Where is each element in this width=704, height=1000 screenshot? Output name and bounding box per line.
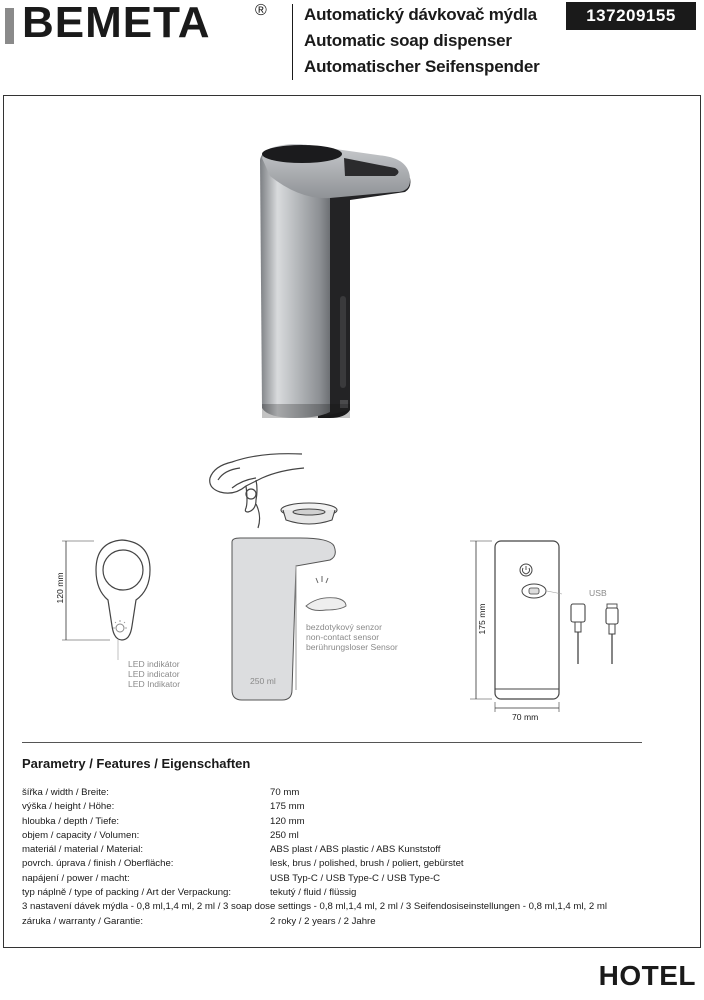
product-photo (260, 144, 410, 418)
feature-key: materiál / material / Material: (22, 844, 144, 856)
feature-value: 70 mm (270, 787, 300, 798)
led-label-cz: LED indikátor (128, 659, 180, 669)
feature-value: 250 ml (270, 829, 299, 841)
features-table (22, 786, 682, 929)
feature-row (22, 857, 682, 871)
feature-value: 120 mm (270, 815, 305, 827)
feature-key: šířka / width / Breite: (22, 787, 109, 798)
title-de: Automatischer Seifenspender (304, 57, 540, 76)
feature-row (22, 829, 682, 843)
feature-value: 175 mm (270, 801, 305, 813)
feature-value: tekutý / fluid / flüssig (270, 887, 357, 899)
feature-key: napájení / power / macht: (22, 872, 130, 884)
title-en: Automatic soap dispenser (304, 31, 512, 50)
feature-row (22, 843, 682, 857)
usb-label: USB (589, 588, 607, 598)
feature-row (22, 900, 682, 914)
width-dimension: 70 mm (512, 712, 539, 722)
feature-key: povrch. úprava / finish / Oberfläche: (22, 858, 174, 870)
led-label-en: LED indicator (128, 669, 180, 679)
sensor-label (306, 622, 398, 652)
feature-key: objem / capacity / Volumen: (22, 829, 140, 841)
capacity-label: 250 ml (250, 676, 276, 686)
feature-value: USB Typ-C / USB Type-C / USB Type-C (270, 872, 441, 884)
back-view-drawing (470, 541, 618, 712)
feature-key: 3 nastavení dávek mýdla - 0,8 ml,1,4 ml, 2 ml / 3 soap dose settings - 0,8 ml,1,4 ml, 2 ml / 3 Seifendosiseinstellungen - 0,8 ml,1,4 ml, 2 ml (22, 901, 607, 913)
led-label-de: LED Indikator (128, 679, 181, 689)
sensor-label-cz: bezdotykový senzor (306, 622, 382, 632)
feature-row (22, 815, 682, 829)
feature-value: ABS plast / ABS plastic / ABS Kunststoff (270, 844, 441, 856)
height-dimension: 175 mm (477, 603, 487, 635)
feature-row (22, 800, 682, 814)
feature-value: lesk, brus / polished, brush / poliert, gebürstet (270, 858, 464, 870)
led-label (128, 659, 180, 689)
feature-key: typ náplně / type of packing / Art der Verpackung: (22, 887, 232, 899)
depth-dimension: 120 mm (55, 572, 65, 604)
sensor-label-de: berührungsloser Sensor (306, 642, 398, 652)
category-label: HOTEL (598, 960, 696, 991)
feature-row (22, 786, 682, 800)
feature-key: záruka / warranty / Garantie: (22, 915, 144, 927)
refill-cap-drawing (281, 503, 337, 524)
sensor-label-en: non-contact sensor (306, 632, 380, 642)
feature-value: 2 roky / 2 years / 2 Jahre (270, 915, 376, 927)
registered-mark: ® (255, 2, 267, 19)
feature-key: výška / height / Höhe: (22, 801, 115, 813)
feature-row (22, 886, 682, 900)
features-title: Parametry / Features / Eigenschaften (22, 756, 251, 771)
product-code: 137209155 (566, 2, 696, 30)
features-divider (22, 742, 642, 743)
top-view-drawing (62, 540, 150, 660)
feature-key: hloubka / depth / Tiefe: (22, 815, 120, 827)
feature-row (22, 872, 682, 886)
brand-logo: BEMETA (22, 0, 211, 47)
title-cz: Automatický dávkovač mýdla (304, 5, 537, 24)
feature-row (22, 915, 682, 929)
